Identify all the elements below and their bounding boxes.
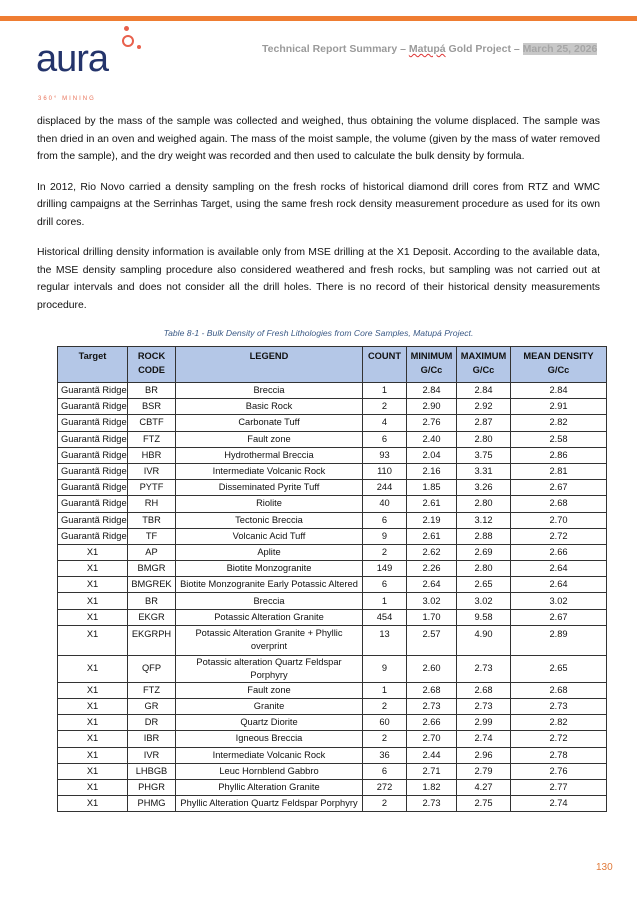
legend-cell: Phyllic Alteration Quartz Feldspar Porphyry <box>176 796 363 812</box>
legend-cell: Potassic Alteration Granite + Phyllic overprint <box>176 625 363 655</box>
table-row <box>58 415 607 431</box>
count-cell: 93 <box>363 447 407 463</box>
minimum-cell: 2.68 <box>407 682 457 698</box>
maximum-cell: 3.26 <box>457 480 511 496</box>
rock-code-cell: PHGR <box>128 779 176 795</box>
column-header: COUNT <box>363 347 407 383</box>
legend-cell: Intermediate Volcanic Rock <box>176 463 363 479</box>
header-project-name: Matupá <box>408 43 446 55</box>
minimum-cell: 2.44 <box>407 747 457 763</box>
mean-cell: 2.74 <box>511 796 607 812</box>
maximum-cell: 4.90 <box>457 625 511 655</box>
count-cell: 13 <box>363 625 407 655</box>
header-accent-bar <box>0 16 637 21</box>
column-header: Target <box>58 347 128 383</box>
minimum-cell: 2.64 <box>407 577 457 593</box>
maximum-cell: 2.80 <box>457 561 511 577</box>
maximum-cell: 2.79 <box>457 763 511 779</box>
rock-code-cell: BMGR <box>128 561 176 577</box>
minimum-cell: 2.26 <box>407 561 457 577</box>
mean-cell: 2.68 <box>511 496 607 512</box>
table-row <box>58 431 607 447</box>
count-cell: 244 <box>363 480 407 496</box>
legend-cell: Tectonic Breccia <box>176 512 363 528</box>
count-cell: 1 <box>363 593 407 609</box>
target-cell: X1 <box>58 731 128 747</box>
rock-code-cell: RH <box>128 496 176 512</box>
target-cell: X1 <box>58 796 128 812</box>
minimum-cell: 2.19 <box>407 512 457 528</box>
mean-cell: 2.78 <box>511 747 607 763</box>
body-paragraph: displaced by the mass of the sample was collected and weighed, thus obtaining the volume displaced. The sample was then dried in an oven and weighed again. The mass of the moist sample, the volume (given by the mass of water removed from the sample), and the dry weight was recorded and then used to calculate the bulk density by formula. <box>37 116 600 162</box>
mean-cell: 2.77 <box>511 779 607 795</box>
minimum-cell: 2.61 <box>407 528 457 544</box>
maximum-cell: 2.74 <box>457 731 511 747</box>
table-row <box>58 383 607 399</box>
rock-code-cell: HBR <box>128 447 176 463</box>
count-cell: 6 <box>363 763 407 779</box>
maximum-cell: 2.75 <box>457 796 511 812</box>
target-cell: X1 <box>58 682 128 698</box>
target-cell: X1 <box>58 593 128 609</box>
minimum-cell: 2.40 <box>407 431 457 447</box>
table-header-row <box>58 347 607 383</box>
table-row <box>58 609 607 625</box>
legend-cell: Riolite <box>176 496 363 512</box>
mean-cell: 2.82 <box>511 715 607 731</box>
table-row <box>58 699 607 715</box>
table-row <box>58 544 607 560</box>
count-cell: 40 <box>363 496 407 512</box>
legend-cell: Phyllic Alteration Granite <box>176 779 363 795</box>
target-cell: Guarantã Ridge <box>58 415 128 431</box>
mean-cell: 2.82 <box>511 415 607 431</box>
minimum-cell: 2.62 <box>407 544 457 560</box>
rock-code-cell: TF <box>128 528 176 544</box>
count-cell: 1 <box>363 682 407 698</box>
rock-code-cell: FTZ <box>128 431 176 447</box>
maximum-cell: 3.31 <box>457 463 511 479</box>
legend-cell: Breccia <box>176 593 363 609</box>
page-number: 130 <box>596 862 613 873</box>
rock-code-cell: EKGR <box>128 609 176 625</box>
table-row <box>58 796 607 812</box>
header-title-prefix: Technical Report Summary – <box>262 43 409 55</box>
mean-cell: 2.86 <box>511 447 607 463</box>
target-cell: Guarantã Ridge <box>58 399 128 415</box>
minimum-cell: 2.73 <box>407 699 457 715</box>
minimum-cell: 3.02 <box>407 593 457 609</box>
table-row <box>58 625 607 655</box>
column-header: MEAN DENSITY G/Cc <box>511 347 607 383</box>
target-cell: Guarantã Ridge <box>58 431 128 447</box>
rock-code-cell: BR <box>128 383 176 399</box>
minimum-cell: 1.70 <box>407 609 457 625</box>
legend-cell: Basic Rock <box>176 399 363 415</box>
body-paragraph: Historical drilling density information is available only from MSE drilling at the X1 Deposit. According to the available data, the MSE density sampling procedure also considered weathered and fresh rocks, but sampling was not carried out at regular intervals and does not consider all the drill holes. There is no record of their historical density measurements procedure. <box>37 247 600 311</box>
table-row <box>58 655 607 682</box>
mean-cell: 2.91 <box>511 399 607 415</box>
minimum-cell: 2.04 <box>407 447 457 463</box>
rock-code-cell: EKGRPH <box>128 625 176 655</box>
mean-cell: 2.66 <box>511 544 607 560</box>
mean-cell: 2.58 <box>511 431 607 447</box>
rock-code-cell: BMGREK <box>128 577 176 593</box>
table-row <box>58 480 607 496</box>
legend-cell: Disseminated Pyrite Tuff <box>176 480 363 496</box>
target-cell: Guarantã Ridge <box>58 383 128 399</box>
rock-code-cell: IBR <box>128 731 176 747</box>
maximum-cell: 2.88 <box>457 528 511 544</box>
minimum-cell: 2.70 <box>407 731 457 747</box>
mean-cell: 2.70 <box>511 512 607 528</box>
legend-cell: Intermediate Volcanic Rock <box>176 747 363 763</box>
count-cell: 272 <box>363 779 407 795</box>
report-header-title <box>262 43 597 55</box>
table-row <box>58 715 607 731</box>
minimum-cell: 2.61 <box>407 496 457 512</box>
target-cell: X1 <box>58 763 128 779</box>
maximum-cell: 2.73 <box>457 655 511 682</box>
column-header: MAXIMUM G/Cc <box>457 347 511 383</box>
column-header: MINIMUM G/Cc <box>407 347 457 383</box>
count-cell: 2 <box>363 796 407 812</box>
table-row <box>58 577 607 593</box>
legend-cell: Quartz Diorite <box>176 715 363 731</box>
legend-cell: Fault zone <box>176 431 363 447</box>
target-cell: Guarantã Ridge <box>58 528 128 544</box>
count-cell: 6 <box>363 431 407 447</box>
count-cell: 9 <box>363 528 407 544</box>
table-row <box>58 463 607 479</box>
table-row <box>58 528 607 544</box>
maximum-cell: 4.27 <box>457 779 511 795</box>
table-row <box>58 512 607 528</box>
table-row <box>58 747 607 763</box>
count-cell: 2 <box>363 699 407 715</box>
mean-cell: 2.81 <box>511 463 607 479</box>
minimum-cell: 2.73 <box>407 796 457 812</box>
rock-code-cell: BR <box>128 593 176 609</box>
count-cell: 454 <box>363 609 407 625</box>
maximum-cell: 2.80 <box>457 496 511 512</box>
count-cell: 2 <box>363 731 407 747</box>
logo-dot-icon <box>137 45 141 49</box>
minimum-cell: 2.71 <box>407 763 457 779</box>
maximum-cell: 9.58 <box>457 609 511 625</box>
count-cell: 6 <box>363 512 407 528</box>
table-row <box>58 763 607 779</box>
mean-cell: 2.67 <box>511 480 607 496</box>
maximum-cell: 2.92 <box>457 399 511 415</box>
target-cell: X1 <box>58 561 128 577</box>
target-cell: X1 <box>58 625 128 655</box>
table-row <box>58 447 607 463</box>
table-row <box>58 682 607 698</box>
page-body <box>37 113 600 812</box>
target-cell: Guarantã Ridge <box>58 496 128 512</box>
table-row <box>58 399 607 415</box>
header-date: March 25, 2026 <box>522 43 598 55</box>
logo-dot-icon <box>124 26 129 31</box>
mean-cell: 2.89 <box>511 625 607 655</box>
target-cell: Guarantã Ridge <box>58 463 128 479</box>
target-cell: X1 <box>58 715 128 731</box>
maximum-cell: 2.65 <box>457 577 511 593</box>
maximum-cell: 2.99 <box>457 715 511 731</box>
rock-code-cell: CBTF <box>128 415 176 431</box>
target-cell: Guarantã Ridge <box>58 512 128 528</box>
target-cell: X1 <box>58 577 128 593</box>
minimum-cell: 1.85 <box>407 480 457 496</box>
target-cell: Guarantã Ridge <box>58 480 128 496</box>
table-row <box>58 496 607 512</box>
rock-code-cell: LHBGB <box>128 763 176 779</box>
count-cell: 2 <box>363 544 407 560</box>
rock-code-cell: AP <box>128 544 176 560</box>
table-row <box>58 779 607 795</box>
minimum-cell: 2.84 <box>407 383 457 399</box>
maximum-cell: 2.69 <box>457 544 511 560</box>
target-cell: X1 <box>58 779 128 795</box>
count-cell: 2 <box>363 399 407 415</box>
legend-cell: Biotite Monzogranite Early Potassic Altered <box>176 577 363 593</box>
target-cell: X1 <box>58 747 128 763</box>
mean-cell: 2.64 <box>511 577 607 593</box>
legend-cell: Biotite Monzogranite <box>176 561 363 577</box>
maximum-cell: 2.73 <box>457 699 511 715</box>
legend-cell: Hydrothermal Breccia <box>176 447 363 463</box>
minimum-cell: 2.57 <box>407 625 457 655</box>
count-cell: 6 <box>363 577 407 593</box>
count-cell: 110 <box>363 463 407 479</box>
rock-code-cell: IVR <box>128 747 176 763</box>
table-row <box>58 593 607 609</box>
rock-code-cell: TBR <box>128 512 176 528</box>
legend-cell: Potassic Alteration Granite <box>176 609 363 625</box>
legend-cell: Aplite <box>176 544 363 560</box>
maximum-cell: 3.02 <box>457 593 511 609</box>
minimum-cell: 2.76 <box>407 415 457 431</box>
mean-cell: 2.65 <box>511 655 607 682</box>
table-row <box>58 561 607 577</box>
logo-ring-icon <box>122 35 134 47</box>
rock-code-cell: QFP <box>128 655 176 682</box>
maximum-cell: 2.80 <box>457 431 511 447</box>
minimum-cell: 2.60 <box>407 655 457 682</box>
maximum-cell: 3.12 <box>457 512 511 528</box>
maximum-cell: 2.68 <box>457 682 511 698</box>
mean-cell: 2.73 <box>511 699 607 715</box>
aura-logo <box>36 26 156 102</box>
rock-code-cell: FTZ <box>128 682 176 698</box>
target-cell: Guarantã Ridge <box>58 447 128 463</box>
count-cell: 1 <box>363 383 407 399</box>
legend-cell: Carbonate Tuff <box>176 415 363 431</box>
mean-cell: 2.72 <box>511 731 607 747</box>
legend-cell: Leuc Hornblend Gabbro <box>176 763 363 779</box>
body-paragraph: In 2012, Rio Novo carried a density sampling on the fresh rocks of historical diamond drill cores from RTZ and WMC drilling campaigns at the Serrinhas Target, using the same fresh rock density measurement procedure as used for its own drill cores. <box>37 181 600 228</box>
legend-cell: Volcanic Acid Tuff <box>176 528 363 544</box>
count-cell: 9 <box>363 655 407 682</box>
target-cell: X1 <box>58 655 128 682</box>
mean-cell: 2.68 <box>511 682 607 698</box>
rock-code-cell: GR <box>128 699 176 715</box>
header-title-mid: Gold Project – <box>445 43 523 55</box>
logo-wordmark: aura <box>36 38 109 80</box>
target-cell: X1 <box>58 609 128 625</box>
mean-cell: 2.67 <box>511 609 607 625</box>
minimum-cell: 1.82 <box>407 779 457 795</box>
maximum-cell: 2.87 <box>457 415 511 431</box>
mean-cell: 2.72 <box>511 528 607 544</box>
legend-cell: Fault zone <box>176 682 363 698</box>
mean-cell: 3.02 <box>511 593 607 609</box>
target-cell: X1 <box>58 699 128 715</box>
count-cell: 149 <box>363 561 407 577</box>
count-cell: 36 <box>363 747 407 763</box>
column-header: ROCK CODE <box>128 347 176 383</box>
mean-cell: 2.84 <box>511 383 607 399</box>
bulk-density-table <box>57 346 607 812</box>
legend-cell: Igneous Breccia <box>176 731 363 747</box>
mean-cell: 2.76 <box>511 763 607 779</box>
legend-cell: Granite <box>176 699 363 715</box>
table-row <box>58 731 607 747</box>
maximum-cell: 2.96 <box>457 747 511 763</box>
rock-code-cell: IVR <box>128 463 176 479</box>
maximum-cell: 3.75 <box>457 447 511 463</box>
table-caption: Table 8-1 - Bulk Density of Fresh Lithologies from Core Samples, Matupá Project. <box>163 328 474 338</box>
maximum-cell: 2.84 <box>457 383 511 399</box>
target-cell: X1 <box>58 544 128 560</box>
count-cell: 4 <box>363 415 407 431</box>
rock-code-cell: PHMG <box>128 796 176 812</box>
legend-cell: Breccia <box>176 383 363 399</box>
logo-subtitle: 360° MINING <box>38 96 96 102</box>
minimum-cell: 2.66 <box>407 715 457 731</box>
rock-code-cell: PYTF <box>128 480 176 496</box>
rock-code-cell: DR <box>128 715 176 731</box>
count-cell: 60 <box>363 715 407 731</box>
legend-cell: Potassic alteration Quartz Feldspar Porphyry <box>176 655 363 682</box>
column-header: LEGEND <box>176 347 363 383</box>
minimum-cell: 2.90 <box>407 399 457 415</box>
minimum-cell: 2.16 <box>407 463 457 479</box>
rock-code-cell: BSR <box>128 399 176 415</box>
mean-cell: 2.64 <box>511 561 607 577</box>
